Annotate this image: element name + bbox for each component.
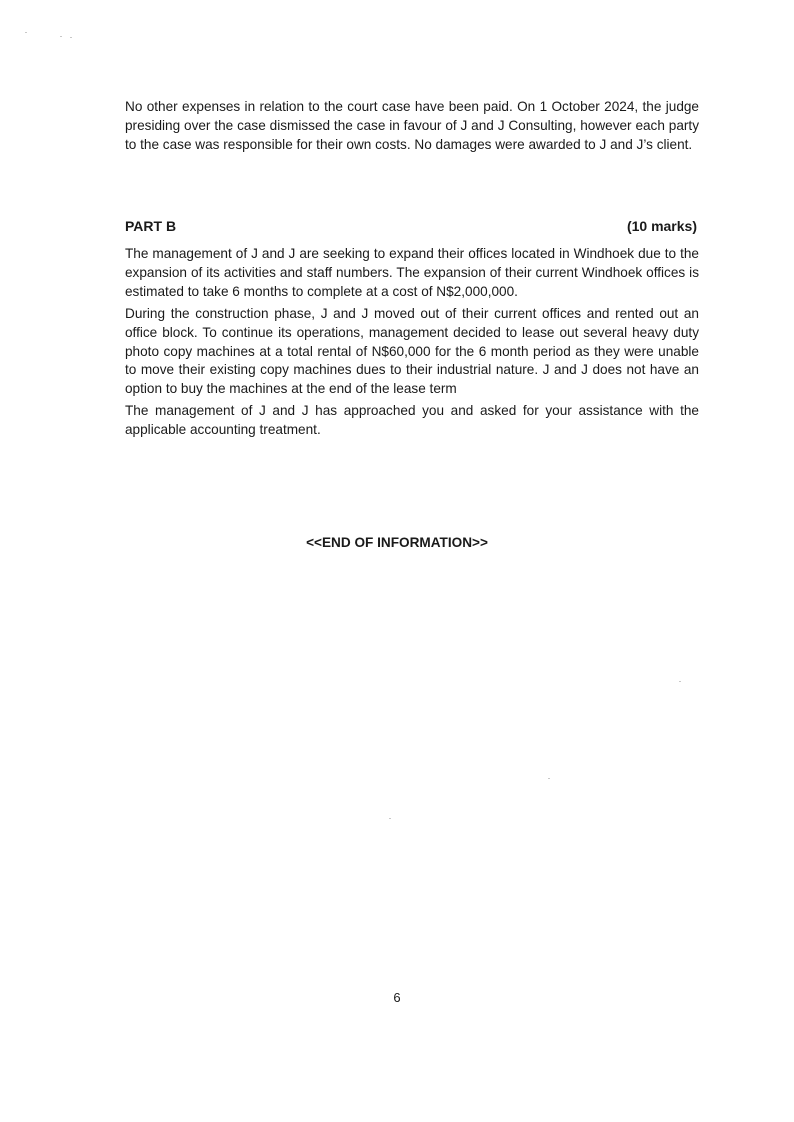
scan-speck: [70, 37, 72, 38]
paragraph-construction-lease: During the construction phase, J and J moved out of their current offices and rented out an office block. To continue its operations, management decided to lease out several heavy duty photo copy machines at a total rental of N$60,000 for the 6 month period as they were unable to move their existing copy machines dues to their industrial nature. J and J does not have an option to buy the machines at the end of the lease term: [125, 306, 699, 397]
part-b-heading-row: [125, 216, 697, 236]
scan-speck: [548, 778, 550, 779]
end-of-information-marker: <<END OF INFORMATION>>: [306, 535, 488, 550]
part-b-heading: PART B: [125, 218, 177, 234]
scan-speck: [389, 818, 391, 819]
paragraph-court-case: No other expenses in relation to the court case have been paid. On 1 October 2024, the judge presiding over the case dismissed the case in favour of J and J Consulting, however each party to the case was responsible for their own costs. No damages were awarded to J and J’s client.: [125, 99, 699, 152]
part-b-marks: (10 marks): [626, 218, 697, 234]
scan-speck: [60, 36, 62, 37]
paragraph-expansion: The management of J and J are seeking to expand their offices located in Windhoek due to the expansion of its activities and staff numbers. The expansion of their current Windhoek offices is estimated to take 6 months to complete at a cost of N$2,000,000.: [125, 246, 699, 299]
scan-speck: [679, 681, 681, 682]
page-number: 6: [393, 990, 401, 1005]
paragraph-assistance-request: The management of J and J has approached you and asked for your assistance with the applicable accounting treatment.: [125, 403, 699, 437]
scan-speck: [25, 32, 27, 33]
